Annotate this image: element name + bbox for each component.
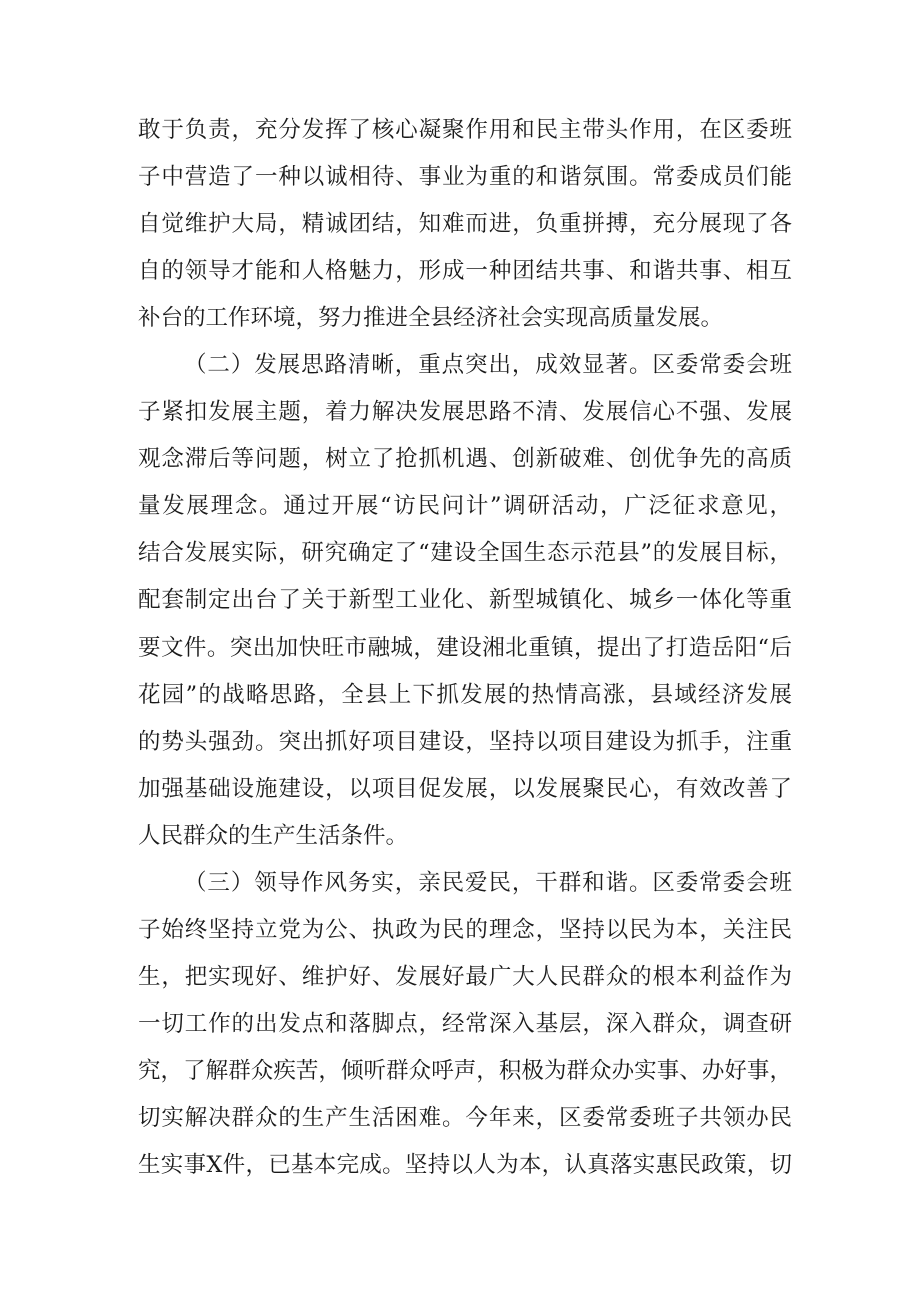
text-line: 观念滞后等问题，树立了抢抓机遇、创新破难、创优争先的高质 — [138, 446, 792, 473]
text-line: 量发展理念。通过开展“访民问计”调研活动，广泛征求意见， — [138, 493, 792, 520]
text-line: 花园”的战略思路，全县上下抓发展的热情高涨，县域经济发展 — [138, 681, 792, 708]
text-line: 生实事X件，已基本完成。坚持以人为本，认真落实惠民政策，切 — [138, 1152, 792, 1179]
text-line: （三）领导作风务实，亲民爱民，干群和谐。区委常委会班 — [184, 869, 792, 896]
text-line: 究，了解群众疾苦，倾听群众呼声，积极为群众办实事、办好事， — [138, 1057, 792, 1084]
text-line: 自的领导才能和人格魅力，形成一种团结共事、和谐共事、相互 — [138, 258, 792, 285]
text-line: 切实解决群众的生产生活困难。今年来，区委常委班子共领办民 — [138, 1104, 792, 1131]
paragraph-2 — [138, 342, 792, 860]
text-line: 结合发展实际，研究确定了“建设全国生态示范县”的发展目标， — [138, 540, 792, 567]
text-line: 子始终坚持立党为公、执政为民的理念，坚持以民为本，关注民 — [138, 916, 792, 943]
text-line: 配套制定出台了关于新型工业化、新型城镇化、城乡一体化等重 — [138, 587, 792, 614]
text-line: 生，把实现好、维护好、发展好最广大人民群众的根本利益作为 — [138, 963, 792, 990]
paragraph-3 — [138, 860, 792, 1189]
text-line: （二）发展思路清晰，重点突出，成效显著。区委常委会班 — [184, 352, 792, 379]
text-line: 敢于负责，充分发挥了核心凝聚作用和民主带头作用，在区委班 — [138, 117, 792, 143]
text-line: 子紧扣发展主题，着力解决发展思路不清、发展信心不强、发展 — [138, 399, 792, 426]
text-line: 人民群众的生产生活条件。 — [138, 822, 409, 849]
text-line: 一切工作的出发点和落脚点，经常深入基层，深入群众，调查研 — [138, 1010, 792, 1037]
paragraph-1 — [138, 107, 792, 342]
text-line: 要文件。突出加快旺市融城，建设湘北重镇，提出了打造岳阳“后 — [138, 634, 792, 661]
document-page — [138, 107, 792, 1189]
text-line: 的势头强劲。突出抓好项目建设，坚持以项目建设为抓手，注重 — [138, 728, 792, 755]
text-line: 加强基础设施建设，以项目促发展，以发展聚民心，有效改善了 — [138, 775, 792, 802]
text-line: 补台的工作环境，努力推进全县经济社会实现高质量发展。 — [138, 305, 724, 332]
text-line: 自觉维护大局，精诚团结，知难而进，负重拼搏，充分展现了各 — [138, 211, 792, 238]
text-line: 子中营造了一种以诚相待、事业为重的和谐氛围。常委成员们能 — [138, 164, 792, 191]
